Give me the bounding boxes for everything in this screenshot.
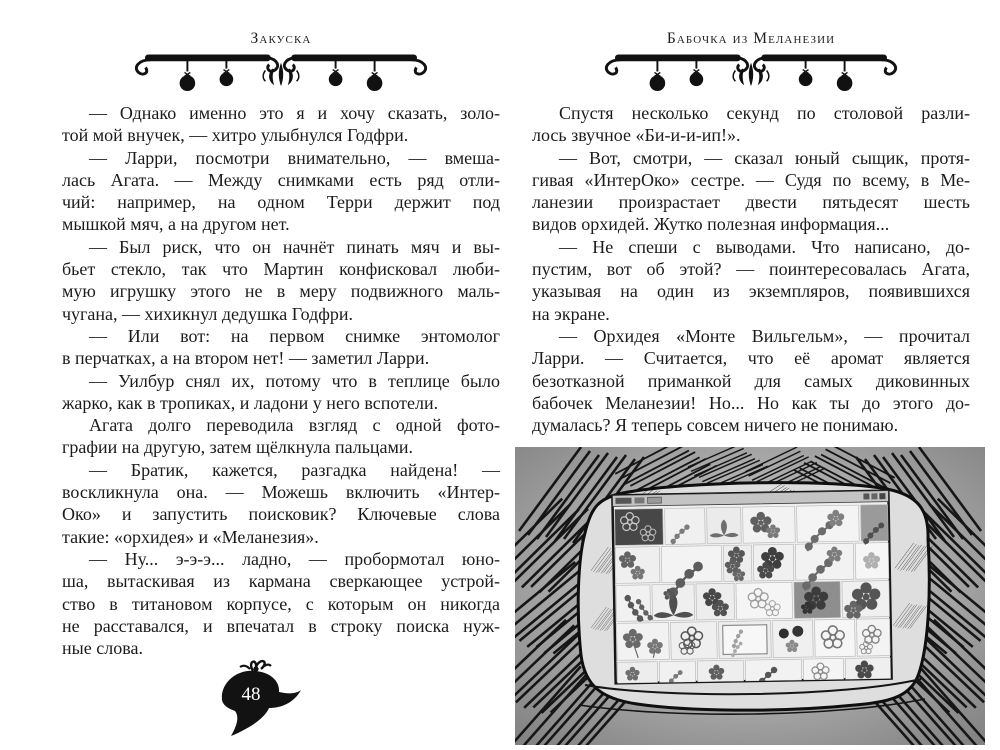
text-line: — Не спеши с выводами. Что написано, до- [559, 236, 970, 257]
left-page-text [62, 102, 500, 659]
ornament-divider-icon [595, 49, 907, 94]
text-line: думалась? Я теперь совсем ничего не понимаю. [532, 415, 899, 436]
text-line: — Однако именно это я и хочу сказать, золо- [89, 103, 500, 123]
page-number-hat-icon [210, 656, 302, 738]
text-line: ство в титановом корпусе, с которым он никогда [62, 593, 500, 614]
text-line: — Ну... э-э-э... ладно, — пробормотал юно- [89, 548, 500, 569]
text-line: гивая «ИнтерОко» сестре. — Судя по всему, в Ме- [532, 169, 970, 190]
text-line: Око» и запустить поисковик? Ключевые слова [62, 504, 500, 525]
text-line: бьет стекло, так что Мартин конфисковал люби- [62, 259, 500, 280]
page-number: 48 [241, 684, 261, 705]
text-line: видов орхидей. Жутко полезная информация... [532, 214, 890, 235]
right-page-text [532, 102, 970, 436]
window-address-icon [647, 497, 661, 503]
hat-silhouette [222, 671, 301, 736]
window-close-icon [879, 493, 885, 499]
paragraph [62, 548, 500, 659]
text-line: — Вот, смотри, — сказал юный сыщик, протя- [559, 147, 970, 168]
text-line: указывая на один из экземпляров, появившихся [532, 281, 970, 302]
chapter-header-left: Закуска [250, 30, 312, 47]
text-line: ша, вытаскивая из кармана сверкающее устрой- [62, 571, 500, 592]
text-line: лось звучное «Би-и-и-ип!». [532, 125, 741, 146]
paragraph [62, 102, 500, 147]
text-line: Агата долго переводила взгляд с одной фото- [89, 415, 500, 436]
text-line: безотказной приманкой для самых диковинных [532, 370, 970, 391]
text-line: ланезии произрастает двести пятьдесят шесть [532, 192, 970, 213]
text-line: — Уилбур снял их, потому что в теплице было [89, 370, 500, 391]
window-maximize-icon [871, 493, 877, 499]
text-line: той мой внучек, — хитро улыбнулся Годфри. [62, 125, 409, 146]
text-line: чий: например, на одном Терри держит под [62, 192, 500, 213]
text-line: пустим, вот об этой? — поинтересовалась Агата, [532, 259, 970, 280]
paragraph [532, 147, 970, 236]
text-line: такие: «орхидея» и «Меланезия». [62, 526, 319, 547]
text-line: лась Агата. — Между снимками есть ряд отли- [62, 169, 500, 190]
chapter-header-right: Бабочка из Меланезии [666, 30, 836, 47]
paragraph [532, 102, 970, 147]
paragraph [532, 325, 970, 436]
text-line: Ларри. — Считается, что её аромат является [532, 348, 970, 369]
text-line: воскликнула она. — Можешь включить «Интер- [62, 482, 500, 503]
window-menu-icon [634, 497, 644, 503]
paragraph [62, 414, 500, 459]
text-line: на экране. [532, 303, 610, 324]
text-line: в перчатках, а на втором нет! — заметил Ларри. [62, 348, 430, 369]
text-line: жарко, как в тропиках, и ладони у него вспотели. [62, 392, 439, 413]
paragraph [62, 236, 500, 325]
text-line: мую игрушку этого не в меру подвижного маль- [62, 281, 500, 302]
text-line: чугана, — хихикнул дедушка Годфри. [62, 303, 354, 324]
paragraph [62, 147, 500, 236]
paragraph [62, 459, 500, 548]
text-line: — Или вот: на первом снимке энтомолог [89, 325, 500, 346]
right-page [532, 30, 970, 436]
text-line: ные слова. [62, 638, 143, 659]
text-line: — Братик, кажется, разгадка найдена! — [89, 459, 500, 480]
left-page [62, 30, 500, 659]
monitor-illustration [515, 447, 985, 745]
text-line: — Орхидея «Монте Вильгельм», — прочитал [559, 325, 970, 346]
text-line: не расставался, и впечатал в строку поиска нуж- [62, 615, 500, 636]
paragraph [532, 236, 970, 325]
ornament-divider-icon [125, 49, 437, 94]
window-menu-icon [615, 498, 631, 504]
monitor-screen [612, 491, 891, 694]
paragraph [62, 325, 500, 370]
text-line: — Был риск, что он начнёт пинать мяч и вы- [89, 236, 500, 257]
text-line: — Ларри, посмотри внимательно, — вмеша- [89, 147, 500, 168]
text-line: графии на другую, затем щёлкнула пальцами. [62, 437, 414, 458]
window-minimize-icon [863, 493, 869, 499]
paragraph [62, 370, 500, 415]
text-line: бабочек Меланезии! Но... Но как ты до этого до- [532, 392, 970, 413]
text-line: мышкой мяч, а на другом нет. [62, 214, 290, 235]
text-line: Спустя несколько секунд по столовой разли- [559, 103, 970, 123]
